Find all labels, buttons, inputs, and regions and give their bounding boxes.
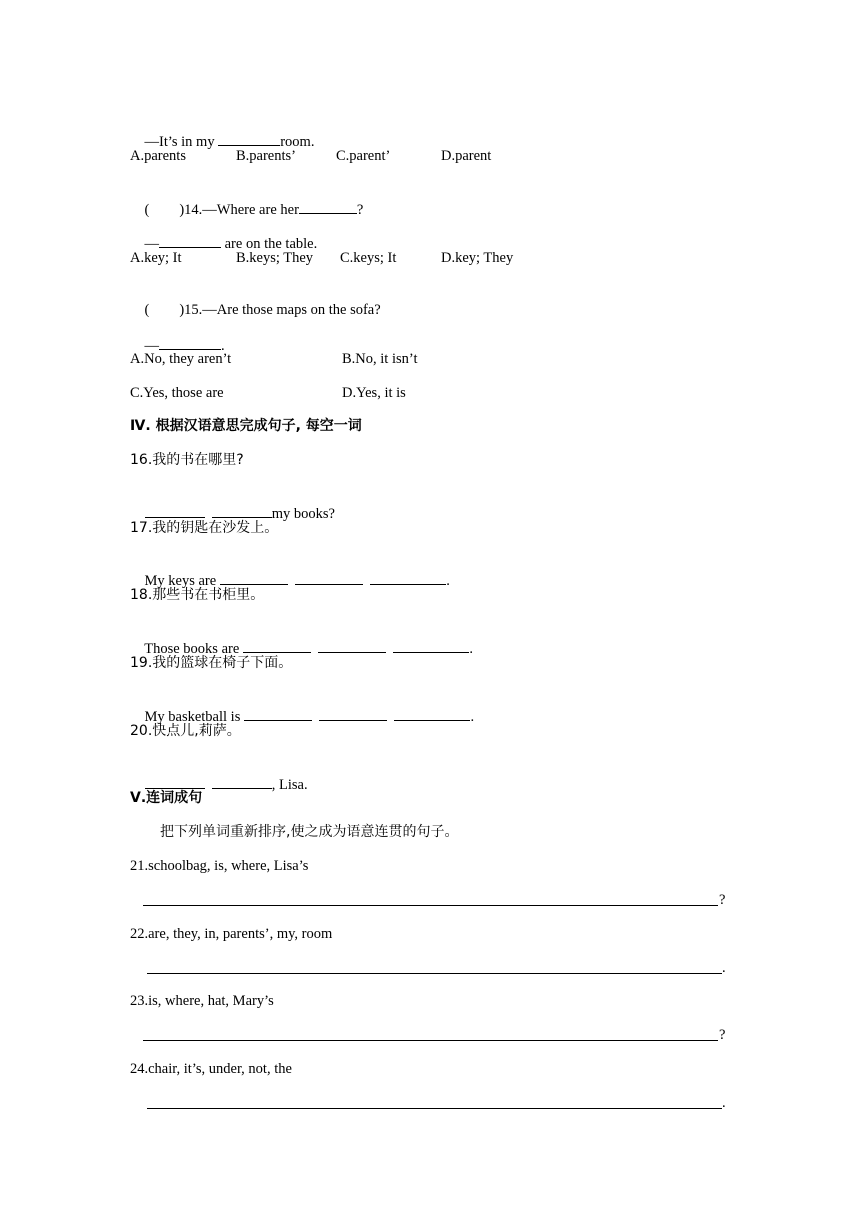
q17-english-pre: My keys are	[144, 573, 220, 589]
q13-answer-post: room.	[280, 134, 315, 150]
q23-end-mark: ?	[719, 1027, 726, 1043]
q21-answer-line[interactable]	[143, 905, 718, 906]
q13-answer-pre: —It’s in my	[144, 134, 219, 150]
section-5-heading: Ⅴ.连词成句	[130, 790, 203, 806]
q19-chinese: 19.我的篮球在椅子下面。	[130, 655, 293, 671]
q15-blank[interactable]	[159, 335, 221, 350]
q15-option-a[interactable]: A.No, they aren’t	[130, 351, 232, 367]
q20-blank-2[interactable]	[212, 774, 272, 789]
q14-option-c[interactable]: C.keys; It	[340, 250, 397, 266]
q13-option-a[interactable]: A.parents	[130, 148, 186, 164]
q14-paren-open: (	[144, 202, 150, 218]
q18-chinese: 18.那些书在书柜里。	[130, 587, 265, 603]
q19-blank-1[interactable]	[244, 706, 312, 721]
q15-answer-post: .	[221, 338, 225, 354]
q21-end-mark: ?	[719, 892, 726, 908]
q21-words: 21.schoolbag, is, where, Lisa’s	[130, 858, 309, 874]
q19-blank-3[interactable]	[394, 706, 470, 721]
q23-answer-line[interactable]	[143, 1040, 718, 1041]
q14-option-d[interactable]: D.key; They	[441, 250, 514, 266]
section-4-heading: Ⅳ. 根据汉语意思完成句子, 每空一词	[130, 418, 362, 434]
q17-blank-2[interactable]	[295, 570, 363, 585]
q24-answer-line[interactable]	[147, 1108, 722, 1109]
q17-blank-1[interactable]	[220, 570, 288, 585]
q16-chinese: 16.我的书在哪里?	[130, 452, 244, 468]
q17-english-post: .	[446, 573, 450, 589]
q15-stem: )15.—Are those maps on the sofa?	[179, 302, 381, 318]
q14-end: ?	[356, 202, 364, 218]
q20-blank-1[interactable]	[145, 774, 205, 789]
q19-english-pre: My basketball is	[144, 709, 244, 725]
q15-option-b[interactable]: B.No, it isn’t	[342, 351, 418, 367]
q23-words: 23.is, where, hat, Mary’s	[130, 993, 274, 1009]
q14-stem: )14.—Where are her	[179, 202, 299, 218]
section-5-instruction: 把下列单词重新排序,使之成为语意连贯的句子。	[160, 824, 459, 840]
q18-blank-3[interactable]	[393, 638, 469, 653]
q18-english-post: .	[469, 641, 474, 657]
q19-blank-2[interactable]	[319, 706, 387, 721]
q16-blank-1[interactable]	[145, 503, 205, 518]
q14-option-b[interactable]: B.keys; They	[236, 250, 314, 266]
q14-option-a[interactable]: A.key; It	[130, 250, 182, 266]
q15-paren-open: (	[144, 302, 150, 318]
q20-english-post: , Lisa.	[271, 777, 308, 793]
q18-blank-1[interactable]	[243, 638, 311, 653]
q18-blank-2[interactable]	[318, 638, 386, 653]
q13-blank[interactable]	[218, 131, 280, 146]
q14-answer-post: are on the table.	[221, 236, 318, 252]
q14-blank-2[interactable]	[159, 233, 221, 248]
q13-option-c[interactable]: C.parent’	[336, 148, 391, 164]
q22-words: 22.are, they, in, parents’, my, room	[130, 926, 333, 942]
q22-end-mark: .	[722, 960, 726, 976]
q13-option-d[interactable]: D.parent	[441, 148, 492, 164]
q14-answer-pre: —	[144, 236, 159, 252]
q18-english-pre: Those books are	[144, 641, 243, 657]
q24-words: 24.chair, it’s, under, not, the	[130, 1061, 292, 1077]
q24-end-mark: .	[722, 1095, 726, 1111]
q17-blank-3[interactable]	[370, 570, 446, 585]
q13-option-b[interactable]: B.parents’	[236, 148, 296, 164]
q17-chinese: 17.我的钥匙在沙发上。	[130, 520, 279, 536]
q15-answer-pre: —	[144, 338, 159, 354]
q20-chinese: 20.快点儿,莉萨。	[130, 723, 241, 739]
q16-english-post: my books?	[271, 506, 335, 522]
q19-english-post: .	[470, 709, 475, 725]
q14-blank[interactable]	[299, 199, 357, 214]
q15-option-d[interactable]: D.Yes, it is	[342, 385, 406, 401]
q22-answer-line[interactable]	[147, 973, 722, 974]
q16-blank-2[interactable]	[212, 503, 272, 518]
q15-option-c[interactable]: C.Yes, those are	[130, 385, 224, 401]
